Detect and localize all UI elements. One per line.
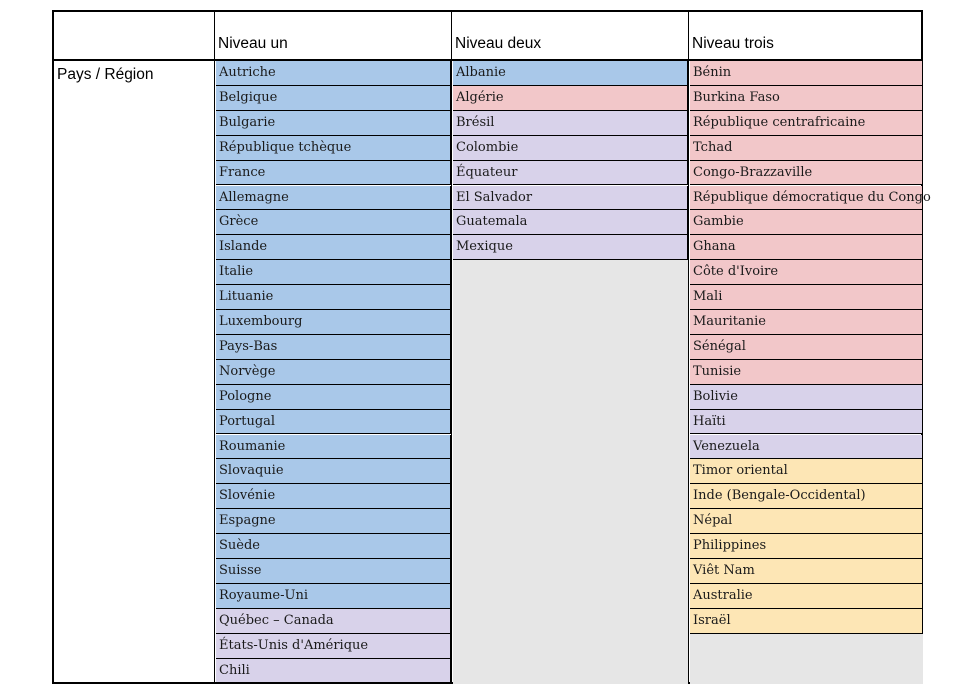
country-cell: Haïti [690, 410, 923, 435]
country-cell: Espagne [216, 509, 451, 534]
header-level-one: Niveau un [218, 35, 288, 52]
header-level-three: Niveau trois [692, 35, 774, 52]
country-cell: Inde (Bengale-Occidental) [690, 484, 923, 509]
country-cell: République centrafricaine [690, 111, 923, 136]
empty-area [453, 260, 688, 684]
country-cell: France [216, 161, 451, 186]
country-cell: Gambie [690, 210, 923, 235]
country-cell: Guatemala [453, 210, 688, 235]
country-cell: Autriche [216, 61, 451, 86]
country-cell: Népal [690, 509, 923, 534]
country-cell: Luxembourg [216, 310, 451, 335]
country-cell: République tchèque [216, 136, 451, 161]
country-cell: Norvège [216, 360, 451, 385]
country-cell: Philippines [690, 534, 923, 559]
country-cell: République démocratique du Congo [690, 186, 923, 211]
country-cell: Côte d'Ivoire [690, 260, 923, 285]
country-cell: Venezuela [690, 435, 923, 460]
country-cell: Burkina Faso [690, 86, 923, 111]
country-cell: Portugal [216, 410, 451, 435]
country-cell: Algérie [453, 86, 688, 111]
country-cell: Bolivie [690, 385, 923, 410]
country-cell: Bénin [690, 61, 923, 86]
country-cell: Québec – Canada [216, 609, 451, 634]
country-cell: Mauritanie [690, 310, 923, 335]
country-cell: Timor oriental [690, 459, 923, 484]
country-cell: Grèce [216, 210, 451, 235]
column-divider [214, 12, 215, 682]
country-cell: Mexique [453, 235, 688, 260]
country-cell: Congo-Brazzaville [690, 161, 923, 186]
country-cell: Tchad [690, 136, 923, 161]
country-cell: Brésil [453, 111, 688, 136]
country-cell: Pologne [216, 385, 451, 410]
country-cell: Slovaquie [216, 459, 451, 484]
country-cell: Israël [690, 609, 923, 634]
country-cell: Équateur [453, 161, 688, 186]
country-cell: Islande [216, 235, 451, 260]
empty-area [690, 634, 923, 684]
country-cell: Pays-Bas [216, 335, 451, 360]
country-cell: Roumanie [216, 435, 451, 460]
country-cell: Italie [216, 260, 451, 285]
country-cell: Ghana [690, 235, 923, 260]
country-cell: Bulgarie [216, 111, 451, 136]
column-divider [451, 12, 452, 682]
country-cell: Allemagne [216, 186, 451, 211]
country-cell: Sénégal [690, 335, 923, 360]
country-cell: Slovénie [216, 484, 451, 509]
country-cell: Australie [690, 584, 923, 609]
country-cell: Suisse [216, 559, 451, 584]
country-cell: El Salvador [453, 186, 688, 211]
header-divider [54, 59, 921, 61]
country-cell: Mali [690, 285, 923, 310]
country-cell: Viêt Nam [690, 559, 923, 584]
country-cell: Belgique [216, 86, 451, 111]
country-cell: Royaume-Uni [216, 584, 451, 609]
country-cell: Lituanie [216, 285, 451, 310]
country-levels-table [52, 10, 931, 684]
country-cell: États-Unis d'Amérique [216, 634, 451, 659]
country-cell: Albanie [453, 61, 688, 86]
country-cell: Tunisie [690, 360, 923, 385]
header-level-two: Niveau deux [455, 35, 542, 52]
column-divider [688, 12, 689, 682]
row-label: Pays / Région [57, 66, 154, 83]
country-cell: Suède [216, 534, 451, 559]
country-cell: Chili [216, 659, 451, 684]
country-cell: Colombie [453, 136, 688, 161]
